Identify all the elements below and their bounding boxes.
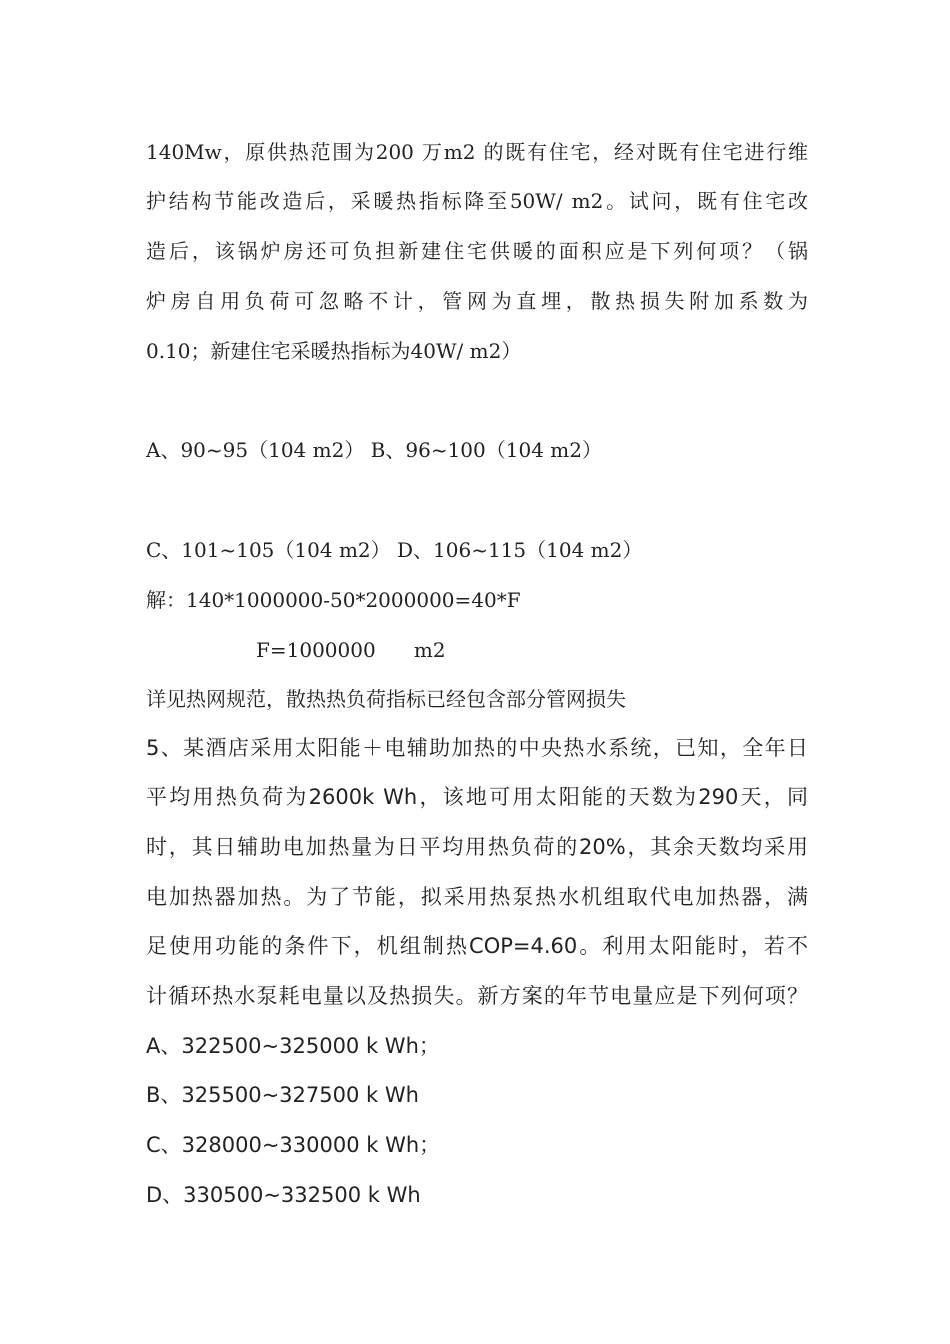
problem-4-text-line-1: 140Mw，原供热范围为200 万m2 的既有住宅，经对既有住宅进行维: [146, 140, 808, 164]
problem-4-options-cd: C、101~105（104 m2） D、106~115（104 m2）: [146, 538, 643, 562]
problem-5-text-line-4: 电加热器加热。为了节能，拟采用热泵热水机组取代电加热器，满: [146, 885, 808, 909]
problem-5-text-line-1: 5、某酒店采用太阳能＋电辅助加热的中央热水系统，已知，全年日: [146, 736, 808, 760]
problem-5-text-line-6: 计循环热水泵耗电量以及热损失。新方案的年节电量应是下列何项？: [146, 984, 808, 1008]
problem-5-text-line-5: 足使用功能的条件下，机组制热COP=4.60。利用太阳能时，若不: [146, 934, 808, 958]
problem-4-text-line-5: 0.10；新建住宅采暖热指标为40W/ m2）: [146, 339, 522, 363]
problem-4-solution: 解：140*1000000-50*2000000=40*F: [146, 588, 521, 612]
problem-4-text-line-4: 炉房自用负荷可忽略不计，管网为直埋，散热损失附加系数为: [146, 289, 808, 313]
problem-5-option-c: C、328000~330000 k Wh；: [146, 1133, 441, 1157]
problem-5-option-a: A、322500~325000 k Wh；: [146, 1034, 440, 1058]
problem-5-text-line-3: 时，其日辅助电加热量为日平均用热负荷的20%，其余天数均采用: [146, 835, 808, 859]
problem-5-text-line-2: 平均用热负荷为2600k Wh，该地可用太阳能的天数为290天，同: [146, 785, 808, 809]
problem-5-option-d: D、330500~332500 k Wh: [146, 1183, 421, 1207]
problem-4-text-line-3: 造后，该锅炉房还可负担新建住宅供暖的面积应是下列何项？（锅: [146, 239, 808, 263]
problem-4-result: F=1000000 m2: [256, 638, 446, 662]
problem-5-option-b: B、325500~327500 k Wh: [146, 1083, 419, 1107]
problem-4-text-line-2: 护结构节能改造后，采暖热指标降至50W/ m2。试问，既有住宅改: [146, 189, 808, 213]
problem-4-options-ab: A、90~95（104 m2） B、96~100（104 m2）: [146, 438, 602, 462]
problem-4-note: 详见热网规范，散热热负荷指标已经包含部分管网损失: [146, 687, 626, 711]
